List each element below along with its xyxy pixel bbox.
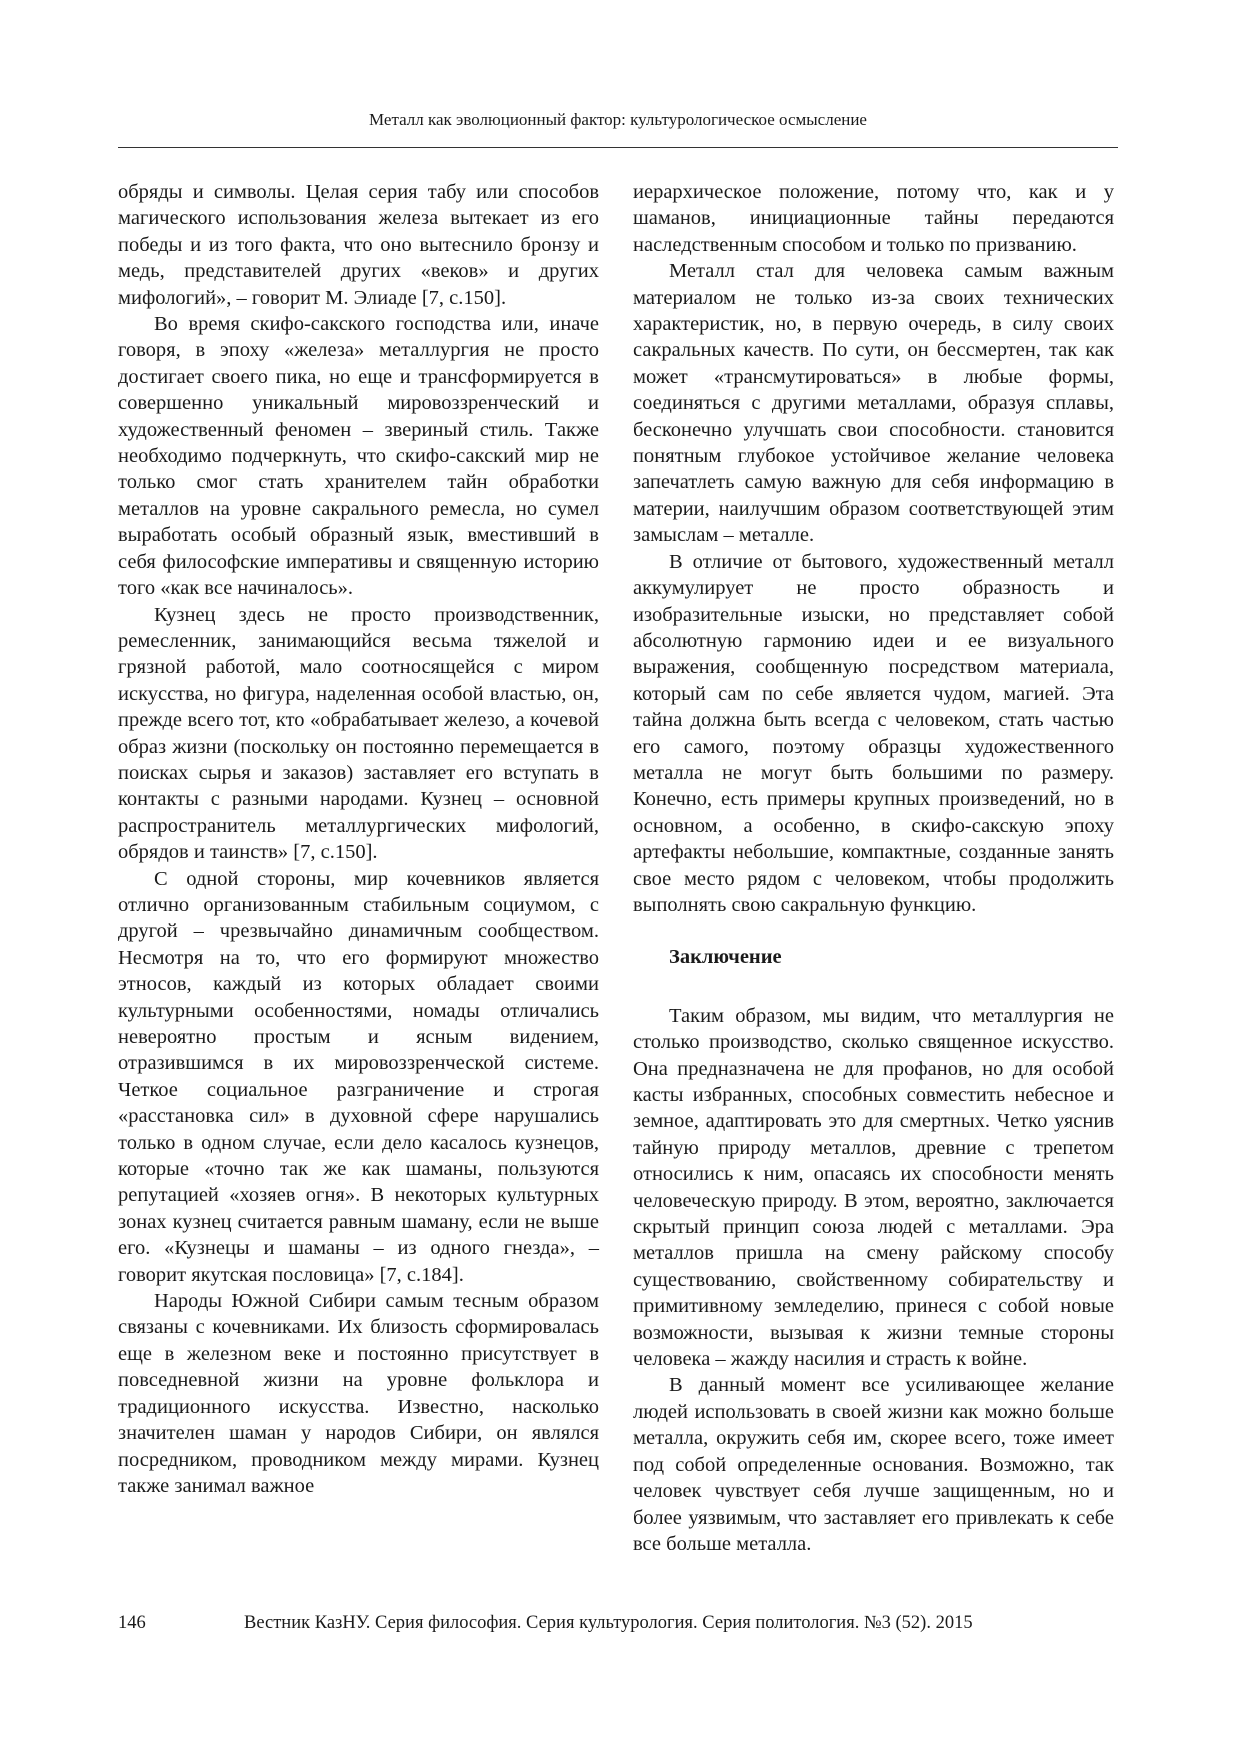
paragraph: Кузнец здесь не просто производственник, ремесленник, занимающийся весьма тяжелой и грязной работой, мало соотносящейся с миром искусства, но фигура, наделенная особой властью, он, прежде всего тот, кто «обрабатывает железо, а кочевой образ жизни (поскольку он постоянно перемещается в поисках сырья и заказов) заставляет его вступать в контакты с разными народами. Кузнец – основной распространитель металлургических мифологий, обрядов и таинств» [7, с.150]. [118, 603, 599, 864]
paragraph: иерархическое положение, потому что, как и у шаманов, инициационные тайны передаются наследственным способом и только по призванию. [633, 181, 1114, 256]
paragraph: Во время скифо-сакского господства или, иначе говоря, в эпоху «железа» металлургия не просто достигает своего пика, но еще и трансформируется в совершенно уникальный мировоззренческий и художественный феномен – звериный стиль. Также необходимо подчеркнуть, что скифо-сакский мир не только смог стать хранителем тайн обработки металлов на уровне сакрального ремесла, но сумел выработать особый образный язык, вместивший в себя философские императивы и священную историю того «как все начиналось». [118, 313, 599, 600]
paragraph: обряды и символы. Целая серия табу или способов магического использования железа вытекает из его победы и из того факта, что оно вытеснило бронзу и медь, представителей других «веков» и других мифологий», – говорит М. Элиаде [7, с.150]. [118, 181, 599, 309]
running-header: Металл как эволюционный фактор: культурологическое осмысление [369, 110, 867, 129]
paragraph: Таким образом, мы видим, что металлургия не столько производство, сколько священное искусство. Она предназначена не для профанов, но для особой касты избранных, способных совместить небесное и земное, адаптировать это для смертных. Четко уяснив тайную природу металлов, древние с трепетом относились к ним, опасаясь их способности менять человеческую природу. В этом, вероятно, заключается скрытый принцип союза людей с металлами. Эра металлов пришла на смену райскому способу существованию, свойственному собирательству и примитивному земледелию, принеся с собой новые возможности, вызывая к жизни темные стороны человека – жажду насилия и страсть к войне. [633, 1004, 1114, 1371]
right-column [633, 179, 1114, 1557]
paragraph: В отличие от бытового, художественный металл аккумулирует не просто образность и изобразительные изыски, но представляет собой абсолютную гармонию идеи и ее визуального выражения, сообщенную посредством материала, который сам по себе является чудом, магией. Эта тайна должна быть всегда с человеком, стать частью его самого, поэтому образцы художественного металла не могут быть большими по размеру. Конечно, есть примеры крупных произведений, но в основном, а особенно, в скифо-сакскую эпоху артефакты небольшие, компактные, созданные занять свое место рядом с человеком, чтобы продолжить выполнять свою сакральную функцию. [633, 550, 1114, 916]
journal-citation: Вестник КазНУ. Серия философия. Серия культурология. Серия политология. №3 (52). 2015 [244, 1613, 973, 1633]
section-heading: Заключение [669, 946, 782, 969]
page-number: 146 [118, 1613, 146, 1633]
paragraph: С одной стороны, мир кочевников является отлично организованным стабильным социумом, с другой – чрезвычайно динамичным сообществом. Несмотря на то, что его формируют множество этносов, каждый из которых обладает своими культурными особенностями, номады отличались невероятно простым и ясным видением, отразившимся в их мировоззренческой системе. Четкое социальное разграничение и строгая «расстановка сил» в духовной сфере нарушались только в одном случае, если дело касалось кузнецов, которые «точно так же как шаманы, пользуются репутацией «хозяев огня». В некоторых культурных зонах кузнец считается равным шаману, если не выше его. «Кузнецы и шаманы – из одного гнезда», – говорит якутская пословица» [7, с.184]. [118, 867, 599, 1286]
paragraph: В данный момент все усиливающее желание людей использовать в своей жизни как можно больше металла, окружить себя им, скорее всего, тоже имеет под собой определенные основания. Возможно, так человек чувствует себя лучше защищенным, но и более уязвимым, что заставляет его привлекать к себе все больше металла. [633, 1374, 1114, 1555]
paragraph: Металл стал для человека самым важным материалом не только из-за своих технических характеристик, но, в первую очередь, в силу своих сакральных качеств. По сути, он бессмертен, так как может «трансмутироваться» в любые формы, соединяться с другими металлами, образуя сплавы, бесконечно улучшать свои способности. становится понятным глубокое устойчивое желание человека запечатлеть самую важную для себя информацию в материи, наилучшим образом соответствующей этим замыслам – металле. [633, 260, 1114, 547]
page-footer [118, 1610, 1118, 1636]
paragraph: Народы Южной Сибири самым тесным образом связаны с кочевниками. Их близость сформировалась еще в железном веке и постоянно присутствует в повседневной жизни на уровне фольклора и традиционного искусства. Известно, насколько значителен шаман у народов Сибири, он являлся посредником, проводником между мирами. Кузнец также занимал важное [118, 1290, 599, 1497]
left-column [118, 179, 599, 1499]
header-rule [118, 147, 1118, 148]
